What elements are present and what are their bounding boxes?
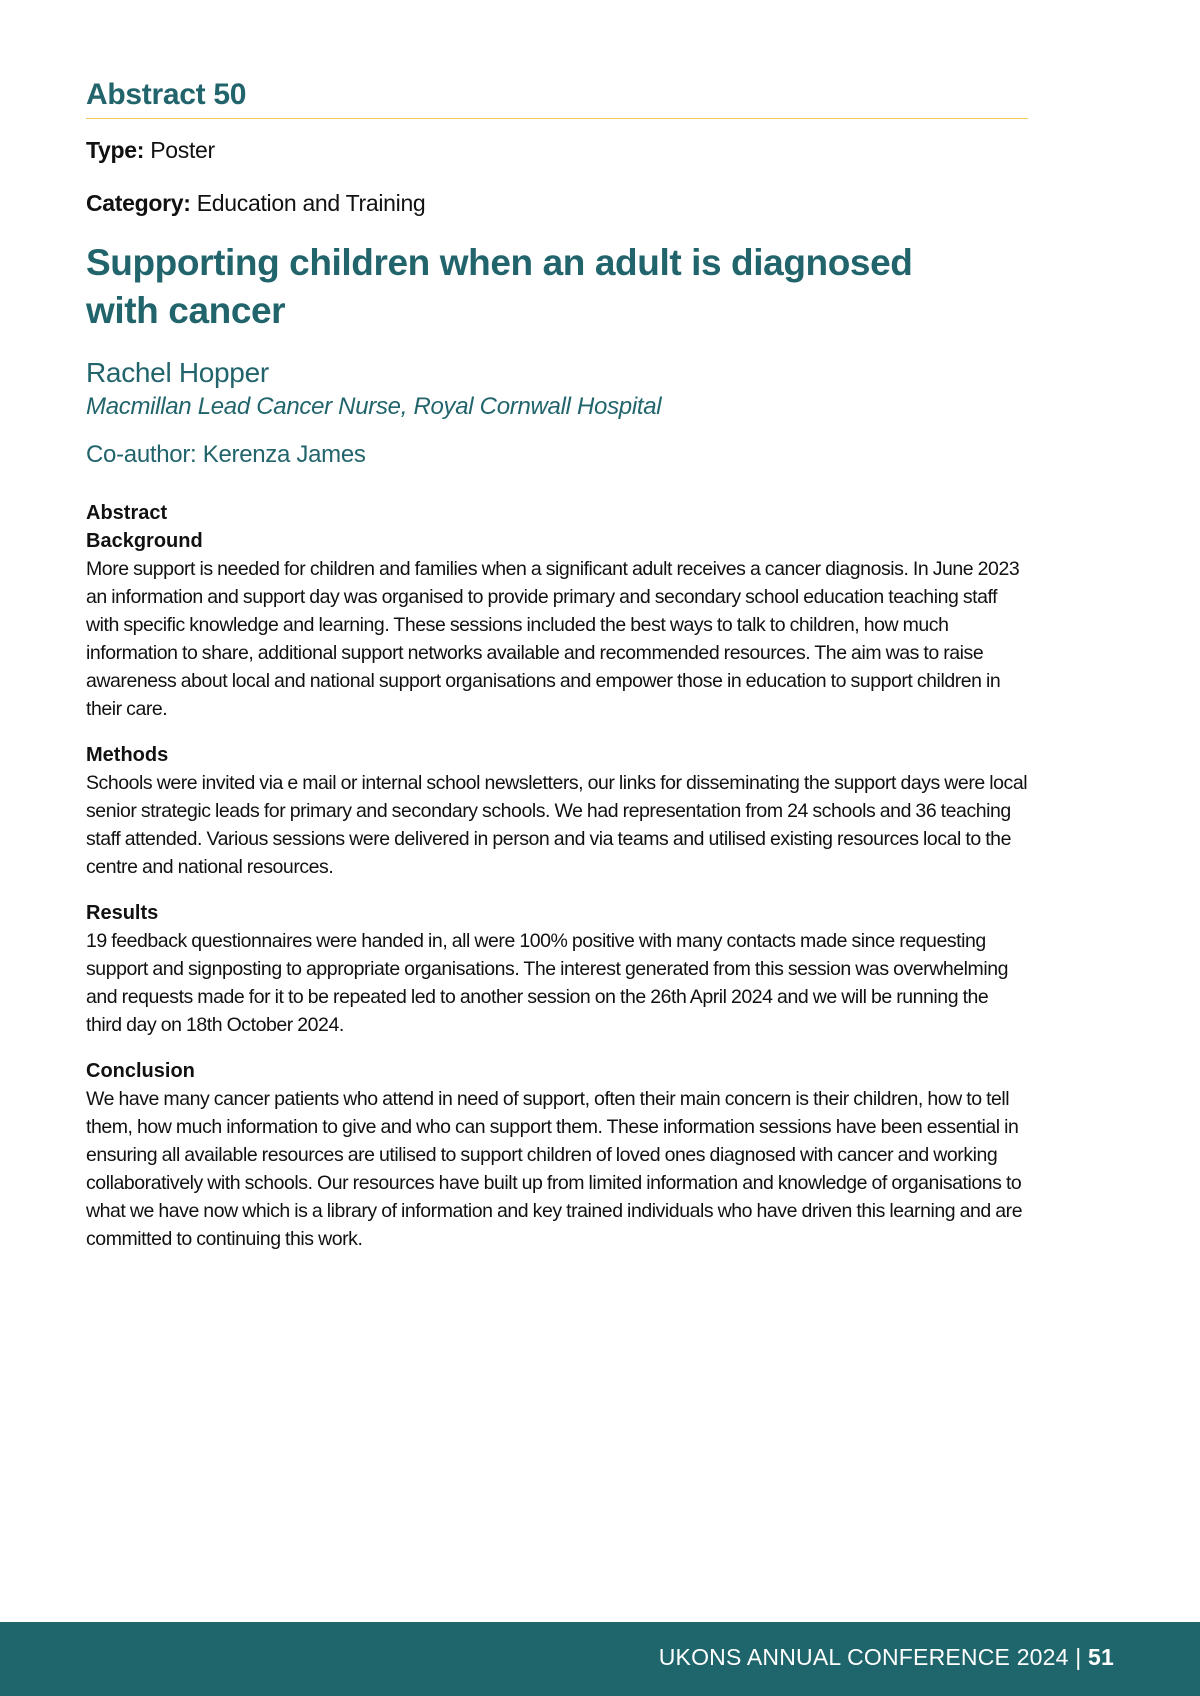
footer-text [659,1644,1114,1671]
abstract-number: Abstract 50 [86,78,1028,119]
coauthor: Co-author: Kerenza James [86,441,366,468]
section-text: We have many cancer patients who attend in need of support, often their main concern is their children, how to tell them, how much information to give and who can support them. These information sessions have been essential in ensuring all available resources are utilised to support children of loved ones diagnosed with cancer and working collaboratively with schools. Our resources have built up from limited information and knowledge of organisations to what we have now which is a library of information and key trained individuals who have driven this learning and are committed to continuing this work. [86,1088,1023,1250]
type-line [86,137,1028,164]
section-methods [86,741,1028,881]
footer-separator: | [1068,1644,1089,1670]
category-label: Category: [86,190,191,216]
paper-title: Supporting children when an adult is diagnosed with cancer [86,242,913,331]
footer-page-number: 51 [1088,1644,1114,1670]
section-heading: Methods [86,744,169,766]
type-value: Poster [150,137,215,163]
section-background [86,527,1028,723]
section-text: Schools were invited via e mail or internal school newsletters, our links for disseminating the support days were local senior strategic leads for primary and secondary schools. We had representation from 24 schools and 36 teaching staff attended. Various sessions were delivered in person and via teams and utilised existing resources local to the centre and national resources. [86,772,1028,878]
abstract-heading: Abstract [86,502,168,524]
category-line [86,190,1028,217]
footer-conference: UKONS ANNUAL CONFERENCE 2024 [658,1644,1069,1670]
section-text: More support is needed for children and families when a significant adult receives a cancer diagnosis. In June 2023 an information and support day was organised to provide primary and secondary school education teaching staff with specific knowledge and learning. These sessions included the best ways to talk to children, how much information to share, additional support networks available and recommended resources. The aim was to raise awareness about local and national support organisations and empower those in education to support children in their care. [86,558,1020,720]
type-label: Type: [86,137,145,163]
author-name: Rachel Hopper [86,357,269,388]
section-heading: Background [86,530,203,552]
section-results [86,899,1028,1039]
section-text: 19 feedback questionnaires were handed in, all were 100% positive with many contacts made since requesting support and signposting to appropriate organisations. The interest generated from this session was overwhelming and requests made for it to be repeated led to another session on the 26th April 2024 and we will be running the third day on 18th October 2024. [86,930,1008,1036]
page-footer [0,1622,1200,1696]
page-content [86,78,1028,1253]
section-heading: Results [86,902,159,924]
section-heading: Conclusion [86,1060,195,1082]
category-value: Education and Training [196,190,426,216]
section-conclusion [86,1057,1028,1253]
author-affiliation: Macmillan Lead Cancer Nurse, Royal Cornwall Hospital [86,393,662,420]
